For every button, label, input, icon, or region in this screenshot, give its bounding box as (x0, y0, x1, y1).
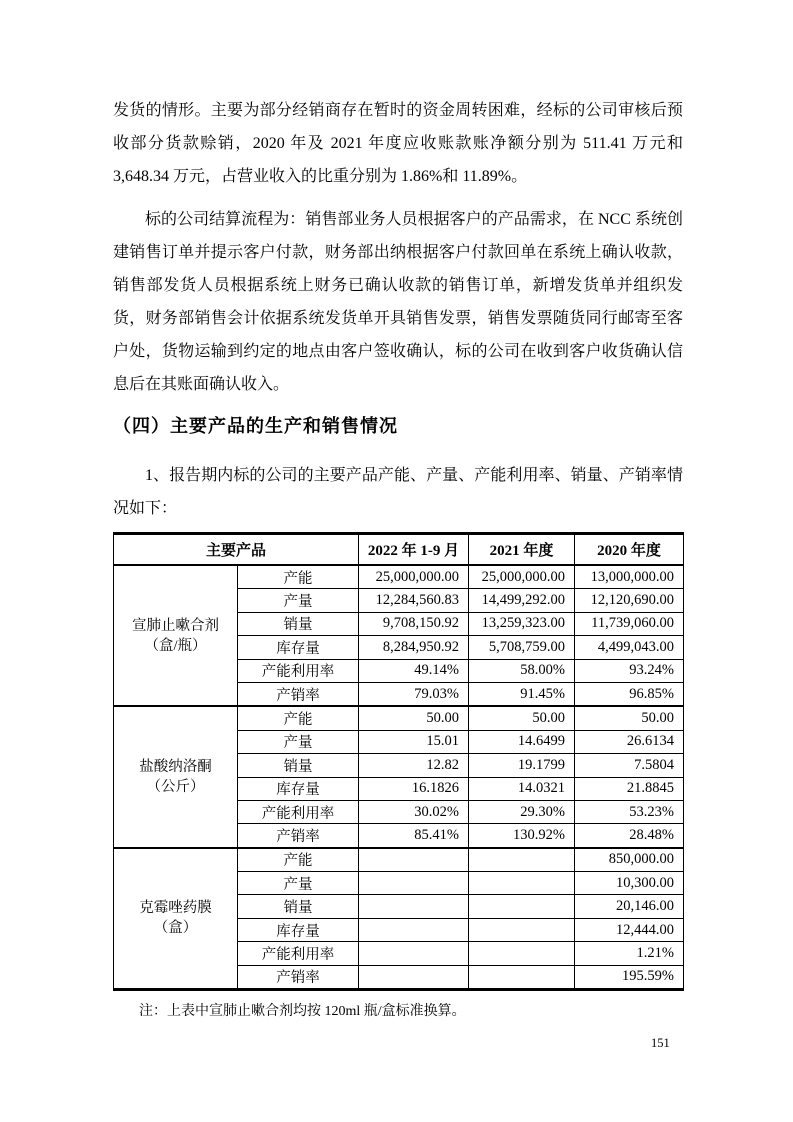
value-cell: 4,499,043.00 (575, 636, 684, 659)
value-cell: 50.00 (469, 706, 575, 730)
value-cell: 58.00% (469, 659, 575, 682)
value-cell: 29.30% (469, 800, 575, 823)
production-sales-table (113, 532, 684, 991)
page-number: 151 (651, 1036, 670, 1050)
value-cell (359, 965, 469, 989)
value-cell: 15.01 (359, 730, 469, 753)
value-cell: 12,284,560.83 (359, 589, 469, 612)
metric-cell: 库存量 (238, 636, 359, 659)
metric-cell: 库存量 (238, 918, 359, 941)
value-cell: 25,000,000.00 (469, 565, 575, 589)
value-cell: 130.92% (469, 824, 575, 848)
metric-cell: 销量 (238, 612, 359, 635)
table-header-2022: 2022 年 1-9 月 (359, 534, 469, 566)
value-cell: 50.00 (575, 706, 684, 730)
value-cell: 13,000,000.00 (575, 565, 684, 589)
value-cell (359, 918, 469, 941)
value-cell: 1.21% (575, 942, 684, 965)
paragraph-receivables: 发货的情形。主要为部分经销商存在暂时的资金周转困难，经标的公司审核后预收部分货款赊销，2020 年及 2021 年度应收账款账净额分别为 511.41 万元和 3,648.34 万元，占营业收入的比重分别为 1.86%和 11.89%。 (113, 102, 683, 185)
metric-cell: 产能 (238, 706, 359, 730)
table-intro: 1、报告期内标的公司的主要产品产能、产量、产能利用率、销量、产销率情况如下： (113, 467, 683, 517)
value-cell: 53.23% (575, 800, 684, 823)
table-row (114, 565, 684, 589)
metric-cell: 库存量 (238, 777, 359, 800)
metric-cell: 销量 (238, 754, 359, 777)
value-cell: 850,000.00 (575, 848, 684, 872)
metric-cell: 产能利用率 (238, 800, 359, 823)
value-cell: 5,708,759.00 (469, 636, 575, 659)
value-cell: 49.14% (359, 659, 469, 682)
value-cell: 19.1799 (469, 754, 575, 777)
product-cell: 克霉唑药膜 （盒） (114, 848, 238, 990)
value-cell: 9,708,150.92 (359, 612, 469, 635)
value-cell (359, 895, 469, 918)
value-cell: 7.5804 (575, 754, 684, 777)
metric-cell: 产量 (238, 872, 359, 895)
value-cell: 50.00 (359, 706, 469, 730)
value-cell: 25,000,000.00 (359, 565, 469, 589)
metric-cell: 销量 (238, 895, 359, 918)
table-header-product: 主要产品 (114, 534, 359, 566)
metric-cell: 产能 (238, 848, 359, 872)
metric-cell: 产销率 (238, 682, 359, 706)
value-cell: 91.45% (469, 682, 575, 706)
metric-cell: 产量 (238, 730, 359, 753)
value-cell: 21.8845 (575, 777, 684, 800)
paragraph-settlement-process: 标的公司结算流程为：销售部业务人员根据客户的产品需求，在 NCC 系统创建销售订单并提示客户付款，财务部出纳根据客户付款回单在系统上确认收款，销售部发货人员根据系统上财务已确认收款的销售订单，新增发货单并组织发货，财务部销售会计依据系统发货单开具销售发票，销售发票随货同行邮寄至客户处，货物运输到约定的地点由客户签收确认，标的公司在收到客户收货确认信息后在其账面确认收入。 (113, 211, 683, 393)
value-cell (469, 918, 575, 941)
metric-cell: 产能 (238, 565, 359, 589)
table-row (114, 706, 684, 730)
value-cell (469, 895, 575, 918)
value-cell: 26.6134 (575, 730, 684, 753)
value-cell (469, 965, 575, 989)
value-cell: 12.82 (359, 754, 469, 777)
table-row (114, 848, 684, 872)
metric-cell: 产销率 (238, 965, 359, 989)
value-cell: 30.02% (359, 800, 469, 823)
value-cell: 8,284,950.92 (359, 636, 469, 659)
value-cell (469, 872, 575, 895)
product-cell: 宣肺止嗽合剂 （盒/瓶） (114, 565, 238, 706)
metric-cell: 产能利用率 (238, 659, 359, 682)
value-cell: 93.24% (575, 659, 684, 682)
value-cell: 85.41% (359, 824, 469, 848)
value-cell: 12,120,690.00 (575, 589, 684, 612)
table-header-2021: 2021 年度 (469, 534, 575, 566)
value-cell: 195.59% (575, 965, 684, 989)
table-note: 注：上表中宣肺止嗽合剂均按 120ml 瓶/盒标准换算。 (139, 1004, 466, 1020)
metric-cell: 产量 (238, 589, 359, 612)
value-cell: 16.1826 (359, 777, 469, 800)
metric-cell: 产销率 (238, 824, 359, 848)
value-cell (359, 872, 469, 895)
value-cell: 14.0321 (469, 777, 575, 800)
value-cell: 11,739,060.00 (575, 612, 684, 635)
value-cell: 96.85% (575, 682, 684, 706)
value-cell: 79.03% (359, 682, 469, 706)
product-cell: 盐酸纳洛酮 （公斤） (114, 706, 238, 847)
value-cell: 10,300.00 (575, 872, 684, 895)
value-cell (359, 942, 469, 965)
value-cell (359, 848, 469, 872)
metric-cell: 产能利用率 (238, 942, 359, 965)
value-cell: 14,499,292.00 (469, 589, 575, 612)
value-cell (469, 848, 575, 872)
value-cell: 12,444.00 (575, 918, 684, 941)
section-heading: （四）主要产品的生产和销售情况 (113, 416, 398, 436)
value-cell: 20,146.00 (575, 895, 684, 918)
value-cell: 28.48% (575, 824, 684, 848)
table-header-row (114, 534, 684, 566)
value-cell: 13,259,323.00 (469, 612, 575, 635)
value-cell: 14.6499 (469, 730, 575, 753)
table-header-2020: 2020 年度 (575, 534, 684, 566)
value-cell (469, 942, 575, 965)
